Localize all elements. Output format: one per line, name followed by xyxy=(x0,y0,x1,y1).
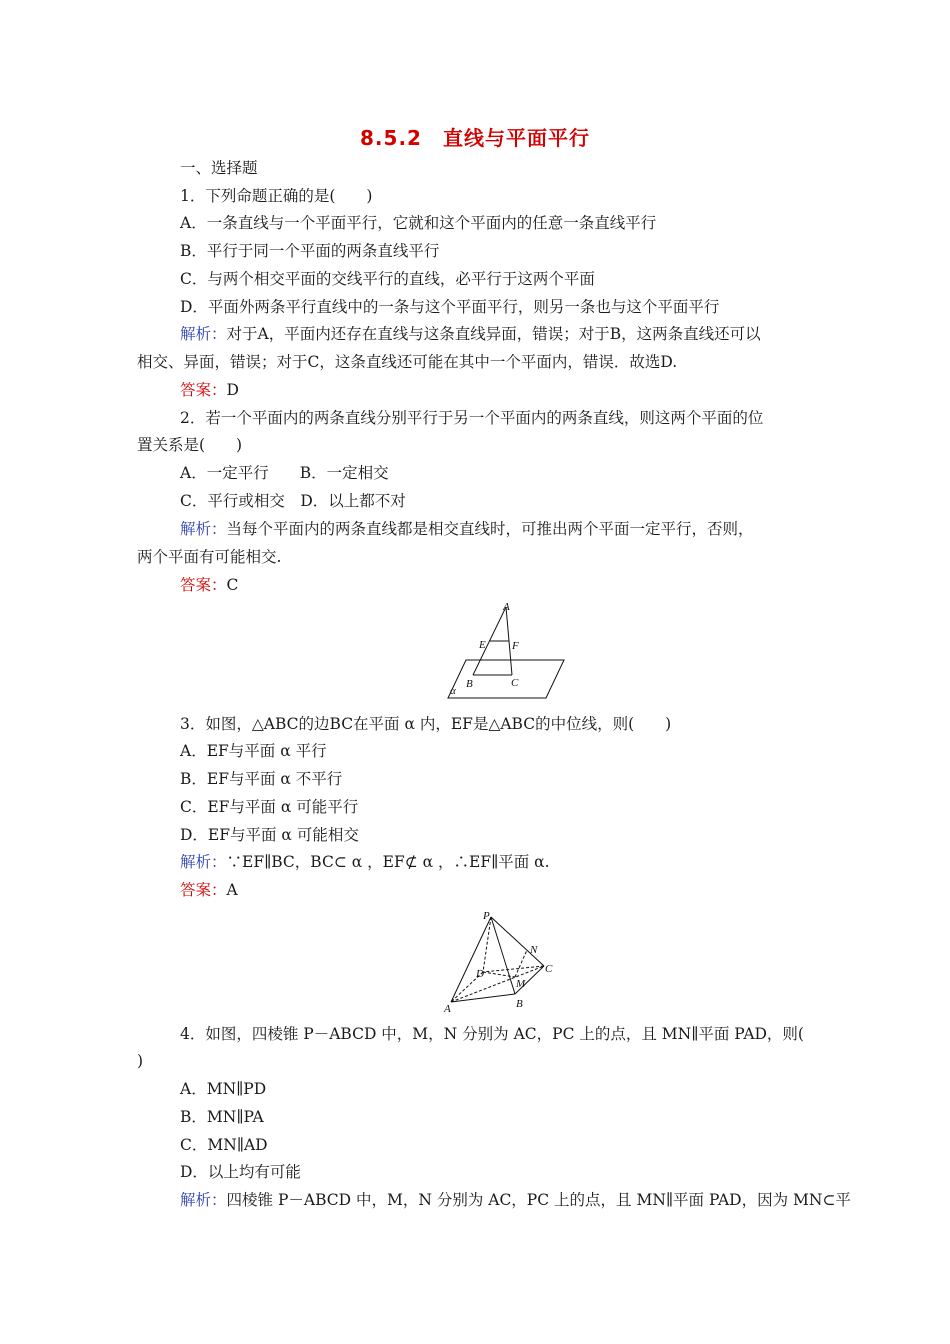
q4-option-b: B．MN∥PA xyxy=(180,1108,264,1126)
edge-cd xyxy=(483,966,544,972)
q3-analysis xyxy=(180,852,550,872)
q2-answer xyxy=(180,575,238,595)
q3-option-a: A．EF与平面 α 平行 xyxy=(180,742,327,760)
section-heading: 一、选择题 xyxy=(180,159,258,177)
q3-option-b: B．EF与平面 α 不平行 xyxy=(180,770,343,788)
answer-label: 答案： xyxy=(180,381,227,399)
q1-option-c: C．与两个相交平面的交线平行的直线，必平行于这两个平面 xyxy=(180,270,595,288)
q4-stem-1: 4．如图，四棱锥 P－ABCD 中，M，N 分别为 AC，PC 上的点，且 MN∥平面 PAD，则( xyxy=(180,1025,804,1043)
q2-answer-value: C xyxy=(226,576,239,594)
analysis-label: 解析： xyxy=(180,853,227,871)
q4-stem-2: ) xyxy=(137,1052,144,1070)
q1-option-b: B．平行于同一个平面的两条直线平行 xyxy=(180,242,440,260)
page-title: 8.5.2 直线与平面平行 xyxy=(360,126,590,150)
analysis-label: 解析： xyxy=(180,1191,227,1209)
q3-answer-value: A xyxy=(226,881,238,899)
triangle-plane-figure xyxy=(440,598,580,702)
q4-analysis-text: 四棱锥 P－ABCD 中，M，N 分别为 AC，PC 上的点，且 MN∥平面 PAD，因为 MN⊂平 xyxy=(226,1191,851,1209)
label-d: D xyxy=(476,968,484,980)
label-c: C xyxy=(545,963,553,975)
q2-stem-1: 2．若一个平面内的两条直线分别平行于另一个平面内的两条直线，则这两个平面的位 xyxy=(180,409,764,427)
segment-dm xyxy=(483,972,515,977)
q1-stem: 1．下列命题正确的是( ) xyxy=(180,187,373,205)
q1-analysis-text-1: 对于A，平面内还存在直线与这条直线异面，错误；对于B，这两条直线还可以 xyxy=(226,325,761,343)
q1-option-a: A．一条直线与一个平面平行，它就和这个平面内的任意一条直线平行 xyxy=(180,214,657,232)
q1-answer-value: D xyxy=(226,381,239,399)
q3-option-d: D．EF与平面 α 可能相交 xyxy=(180,826,359,844)
q2-stem-2: 置关系是( ) xyxy=(137,436,243,454)
q4-option-d: D．以上均有可能 xyxy=(180,1163,301,1181)
label-b: B xyxy=(516,998,523,1010)
q3-stem: 3．如图，△ABC的边BC在平面 α 内，EF是△ABC的中位线，则( ) xyxy=(180,715,672,733)
label-a: A xyxy=(444,1003,451,1014)
label-m: M xyxy=(516,978,526,990)
q3-answer xyxy=(180,880,238,900)
q1-option-d: D．平面外两条平行直线中的一条与这个平面平行，则另一条也与这个平面平行 xyxy=(180,298,720,316)
label-b: B xyxy=(466,678,473,690)
q2-options-cd: C．平行或相交 D．以上都不对 xyxy=(180,492,406,510)
q4-option-c: C．MN∥AD xyxy=(180,1136,268,1154)
label-c: C xyxy=(511,677,519,689)
analysis-label: 解析： xyxy=(180,520,227,538)
q3-analysis-text: ∵EF∥BC，BC⊂ α ，EF⊄ α ，∴EF∥平面 α. xyxy=(226,853,550,871)
analysis-label: 解析： xyxy=(180,325,227,343)
label-e: E xyxy=(479,639,486,651)
q4-analysis xyxy=(180,1190,851,1210)
answer-label: 答案： xyxy=(180,881,227,899)
q1-analysis xyxy=(180,324,761,344)
pyramid-figure xyxy=(436,906,566,1014)
label-p: P xyxy=(483,910,490,922)
label-n: N xyxy=(530,944,538,956)
answer-label: 答案： xyxy=(180,576,227,594)
label-f: F xyxy=(512,640,519,652)
q2-analysis-text-1: 当每个平面内的两条直线都是相交直线时，可推出两个平面一定平行，否则， xyxy=(226,520,754,538)
q2-options-ab: A．一定平行 B．一定相交 xyxy=(180,464,389,482)
q1-analysis-text-2: 相交、异面，错误；对于C，这条直线还可能在其中一个平面内，错误．故选D. xyxy=(137,353,678,371)
label-alpha: α xyxy=(450,685,456,697)
q2-analysis-text-2: 两个平面有可能相交. xyxy=(137,548,282,566)
segment-mn xyxy=(515,950,527,977)
q4-option-a: A．MN∥PD xyxy=(180,1080,267,1098)
q3-option-c: C．EF与平面 α 可能平行 xyxy=(180,798,359,816)
q1-answer xyxy=(180,380,239,400)
q2-analysis xyxy=(180,519,754,539)
label-a: A xyxy=(503,601,510,613)
